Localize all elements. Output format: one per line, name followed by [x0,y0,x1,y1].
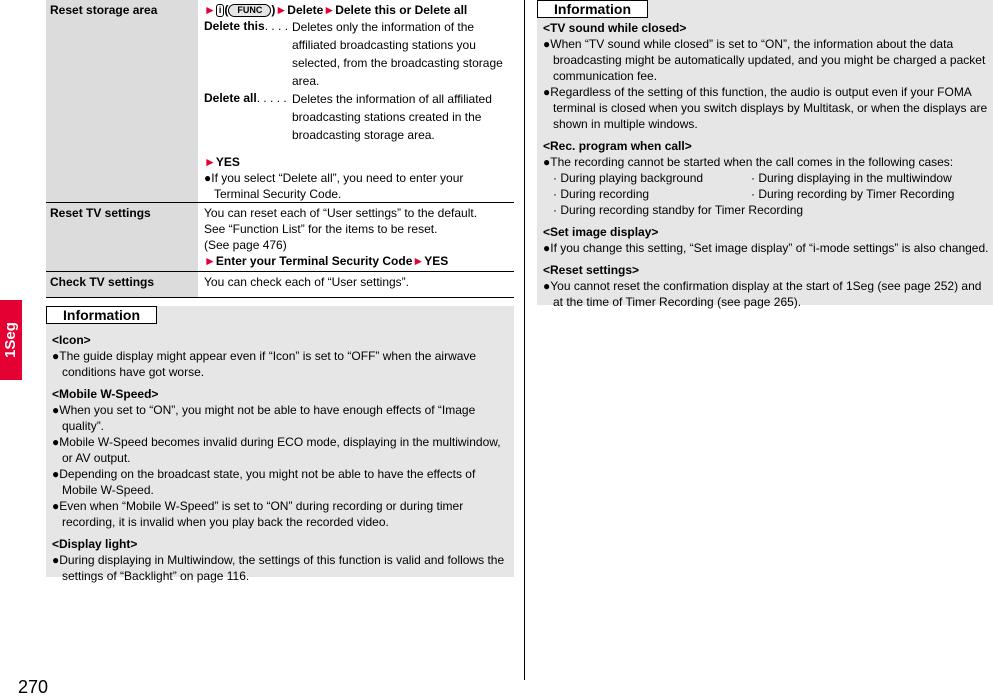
definition-item [204,18,508,90]
info-item: ●Depending on the broadcast state, you might not be able to have the effects of Mobile W-Speed. [52,467,476,497]
text-line: See “Function List” for the items to be reset. [204,222,438,236]
left-column [46,0,514,583]
path-step: Delete [287,3,324,17]
info-heading: <TV sound while closed> [543,21,687,35]
table-row-reset-storage [46,0,514,203]
arrow-icon: ► [412,254,425,268]
text-line: You can reset each of “User settings” to the default. [204,206,478,220]
info-heading: <Rec. program when call> [543,139,692,153]
row-label: Check TV settings [46,272,198,297]
info-item: ●During displaying in Multiwindow, the settings of this function is valid and follows the settings of “Backlight” on page 116. [52,553,505,583]
path-step: Delete this or Delete all [335,3,468,17]
definition-term: Delete all. . . . . [204,91,287,105]
definition-term: Delete this. . . . [204,19,289,33]
operation-path: ► i ( FUNC )►Delete►Delete this or Delete all [204,3,468,17]
i-key-icon: i [216,4,225,17]
case-list [543,170,989,218]
info-item: ●The guide display might appear even if “Icon” is set to “OFF” when the airwave conditions have got worse. [52,349,477,379]
info-item: ●When “TV sound while closed” is set to “ON”, the information about the data broadcasting might be automatically updated, and you might be charged a packet communication fee. [543,37,986,83]
func-key-icon: FUNC [228,4,271,17]
case-item: · During displaying in the multiwindow [751,171,952,185]
information-title: Information [46,306,157,324]
info-item: ●If you change this setting, “Set image display” of “i-mode settings” is also changed. [543,241,989,255]
yes-step: ►YES [204,155,240,169]
row-content: You can check each of “User settings”. [204,275,409,289]
info-item: ●Even when “Mobile W-Speed” is set to “ON” during recording or during timer recording, it is invalid when you play back the recorded video. [52,499,464,529]
case-item: · During playing background [553,171,704,185]
operation-path: ►Enter your Terminal Security Code►YES [204,254,449,268]
row-content [198,0,514,202]
column-divider [524,0,525,680]
case-item: · During recording by Timer Recording [751,187,955,201]
info-item: ●The recording cannot be started when the call comes in the following cases: [543,155,954,169]
table-row-check-tv [46,272,514,298]
row-content [198,203,514,271]
definition-desc: Deletes the information of all affiliated broadcasting stations created in the broadcasting storage area. [292,92,492,142]
information-box [537,0,993,309]
definition-desc: Deletes only the information of the affiliated broadcasting stations you selected, from the broadcasting storage area. [292,20,503,88]
arrow-icon: ► [204,155,216,169]
right-column [537,0,993,309]
arrow-icon: ► [204,3,216,17]
arrow-icon: ► [275,3,288,17]
table-row-reset-tv [46,203,514,272]
case-item: · During recording [553,187,650,201]
information-title: Information [537,0,648,18]
note-bullet: ●If you select “Delete all”, you need to enter your Terminal Security Code. [204,171,464,201]
row-label: Reset TV settings [46,203,198,271]
text-line: (See page 476) [204,238,287,252]
info-item: ●Regardless of the setting of this function, the audio is output even if your FOMA terminal is closed when you switch displays by Multitask, or when the displays are shown in multiple windows. [543,85,988,131]
info-item: ●When you set to “ON”, you might not be able to have enough effects of “Image quality”. [52,403,476,433]
info-heading: <Mobile W-Speed> [52,387,159,401]
info-heading: <Icon> [52,333,91,347]
page-number: 270 [18,677,49,697]
information-box [46,306,514,583]
info-item: ●You cannot reset the confirmation display at the start of 1Seg (see page 252) and at the time of Timer Recording (see page 265). [543,279,982,309]
section-side-tab-label: 1Seg [2,322,19,358]
section-side-tab [0,300,22,380]
info-heading: <Reset settings> [543,263,640,277]
arrow-icon: ► [204,254,216,268]
definition-item [204,90,508,144]
info-heading: <Display light> [52,537,138,551]
info-item: ●Mobile W-Speed becomes invalid during ECO mode, displaying in the multiwindow, or AV output. [52,435,501,465]
info-heading: <Set image display> [543,225,659,239]
arrow-icon: ► [323,3,336,17]
case-item: · During recording standby for Timer Recording [553,203,804,217]
row-label: Reset storage area [46,0,198,202]
